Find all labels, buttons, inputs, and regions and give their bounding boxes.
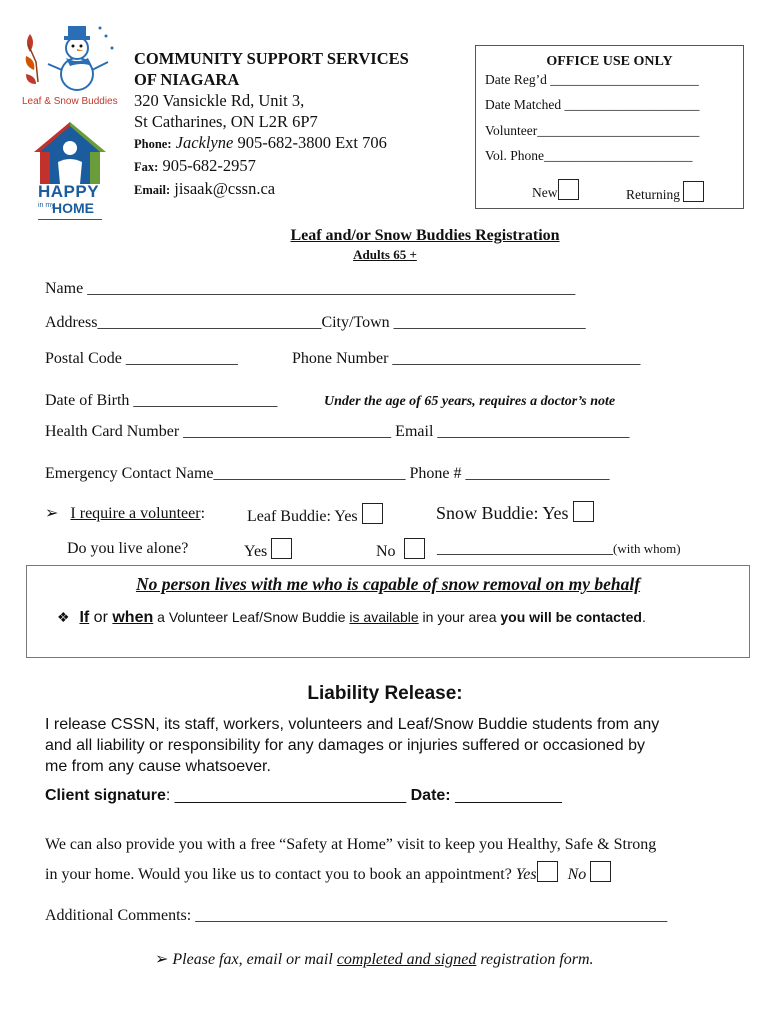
live-alone-no-option[interactable]: No <box>376 538 425 561</box>
leaf-buddie-checkbox[interactable] <box>362 503 383 524</box>
happy-text: HAPPY <box>38 182 100 201</box>
snowman-icon <box>22 22 122 94</box>
liability-heading: Liability Release: <box>307 683 463 704</box>
snow-buddie-checkbox[interactable] <box>573 501 594 522</box>
arrow-bullet-icon: ➢ <box>45 505 59 522</box>
liability-text: I release CSSN, its staff, workers, volunteers and Leaf/Snow Buddie students from any and all liability or responsibility for any damages or injuries suffered or occasioned by me from any cause whatsoever. <box>45 716 660 775</box>
org-name-line1: COMMUNITY SUPPORT SERVICES <box>134 49 409 68</box>
form-subtitle: Adults 65 + <box>353 247 417 262</box>
house-icon <box>34 122 106 184</box>
safety-yes-checkbox[interactable] <box>537 861 558 882</box>
new-checkbox[interactable] <box>558 179 579 200</box>
address-line2: St Catharines, ON L2R 6P7 <box>134 112 318 131</box>
snow-buddie-option[interactable]: Snow Buddie: Yes <box>436 501 594 524</box>
postal-code-field[interactable]: Postal Code ______________ <box>45 350 238 367</box>
leaf-snow-logo-text: Leaf & Snow Buddies <box>22 96 118 107</box>
happy-in-my-home-logo <box>34 122 106 232</box>
dob-note: Under the age of 65 years, requires a doctor’s note <box>324 394 616 409</box>
date-of-birth-field[interactable]: Date of Birth __________________ <box>45 392 278 409</box>
in-my-text: in my <box>38 202 55 209</box>
live-alone-yes-checkbox[interactable] <box>271 538 292 559</box>
date-registered-field[interactable]: Date Reg’d ______________________ <box>485 72 699 87</box>
health-card-email-field[interactable]: Health Card Number __________________________ Email ________________________ <box>45 423 630 440</box>
email-address[interactable]: jisaak@cssn.ca <box>174 179 276 198</box>
live-alone-no-checkbox[interactable] <box>404 538 425 559</box>
phone-number: 905-682-3800 Ext 706 <box>237 133 387 152</box>
fax-line: Fax: 905-682-2957 <box>134 156 256 175</box>
require-volunteer-label: I require a volunteer <box>70 505 201 522</box>
safety-at-home-line1: We can also provide you with a free “Safety at Home” visit to keep you Healthy, Safe & Strong <box>45 836 657 853</box>
address-city-field[interactable]: Address____________________________City/Town ________________________ <box>45 314 586 331</box>
safety-no-checkbox[interactable] <box>590 861 611 882</box>
arrow-bullet-icon: ➢ <box>155 951 169 968</box>
phone-contact-name: Jacklyne <box>175 133 234 152</box>
email-line: Email: jisaak@cssn.ca <box>134 179 276 198</box>
require-volunteer-row: ➢ I require a volunteer: <box>45 505 206 522</box>
volunteer-field[interactable]: Volunteer________________________ <box>485 123 700 138</box>
form-title: Leaf and/or Snow Buddies Registration <box>290 227 560 244</box>
signature-date-label: Date: <box>410 787 451 804</box>
snow-removal-notice-box <box>26 565 750 658</box>
date-matched-field[interactable]: Date Matched ____________________ <box>485 97 700 112</box>
office-use-title: OFFICE USE ONLY <box>546 54 673 69</box>
diamond-bullet-icon: ❖ <box>57 609 70 625</box>
volunteer-phone-field[interactable]: Vol. Phone______________________ <box>485 148 693 163</box>
phone-line: Phone: Jacklyne 905-682-3800 Ext 706 <box>134 133 387 152</box>
client-signature-row[interactable] <box>45 787 562 805</box>
leaf-snow-buddies-logo <box>22 22 122 112</box>
footer-instruction: ➢ Please fax, email or mail completed and signed registration form. <box>155 951 594 968</box>
notice-headline: No person lives with me who is capable of snow removal on my behalf <box>135 574 641 594</box>
live-alone-label: Do you live alone? <box>67 540 189 557</box>
office-use-box <box>475 45 744 209</box>
name-field[interactable]: Name _____________________________________________________________ <box>45 280 576 297</box>
new-option[interactable]: New <box>532 179 579 201</box>
organization-header <box>134 48 469 201</box>
phone-number-field[interactable]: Phone Number _______________________________ <box>292 350 641 367</box>
address-line1: 320 Vansickle Rd, Unit 3, <box>134 91 305 110</box>
with-whom-field[interactable]: ______________________(with whom) <box>437 540 681 557</box>
returning-checkbox[interactable] <box>683 181 704 202</box>
leaf-buddie-option[interactable]: Leaf Buddie: Yes <box>247 503 383 526</box>
live-alone-yes-option[interactable]: Yes <box>244 538 292 561</box>
emergency-contact-field[interactable]: Emergency Contact Name________________________ Phone # __________________ <box>45 465 610 482</box>
org-name-line2: OF NIAGARA <box>134 70 240 89</box>
client-signature-label: Client signature <box>45 787 166 804</box>
client-signature-field[interactable]: : __________________________ <box>165 787 411 804</box>
fax-number: 905-682-2957 <box>162 156 256 175</box>
returning-option[interactable]: Returning <box>626 181 704 203</box>
logo-tagline-rule <box>38 219 102 220</box>
home-text: HOME <box>52 200 94 216</box>
safety-at-home-line2: in your home. Would you like us to contact you to book an appointment? Yes No <box>45 861 611 884</box>
notice-contact-line: ❖ If or when a Volunteer Leaf/Snow Buddie is available in your area you will be contacted. <box>57 609 646 626</box>
additional-comments-field[interactable]: Additional Comments: ___________________________________________________________ <box>45 907 668 924</box>
signature-date-field[interactable]: ____________ <box>450 787 562 804</box>
